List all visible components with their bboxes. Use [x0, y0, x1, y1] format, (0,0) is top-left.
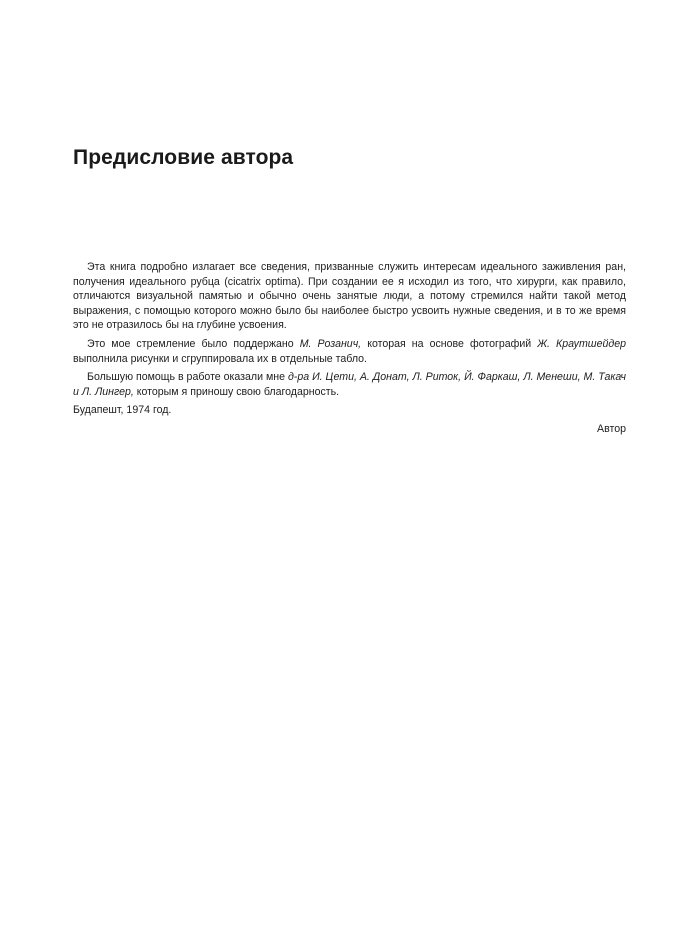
- page-title: Предисловие автора: [73, 146, 294, 169]
- person-name: М. Розанич,: [299, 337, 362, 350]
- paragraph-illustrations: [73, 337, 626, 366]
- preface-body: [73, 260, 626, 437]
- text-segment: выполнила рисунки и сгруппировала их в отдельные табло.: [73, 352, 367, 365]
- paragraph-intro: Эта книга подробно излагает все сведения, призванные служить интересам идеального заживления ран, получения идеального рубца (cicatrix optima). При создании ее я исходил из того, что хирурги, как правило, отличаются визуальной памятью и обычно очень занятые люди, а потому стремился найти такой метод выражения, с помощью которого можно было бы наиболее быстро усвоить нужные сведения, и в то же время это не отразилось бы на глубине усвоения.: [73, 261, 626, 332]
- person-names: д-ра И. Цети, А. Донат, Л. Риток, Й. Фаркаш, Л. Менеши, М. Такач и Л. Лингер,: [73, 371, 627, 398]
- text-segment: Это мое стремление было поддержано: [87, 337, 300, 350]
- author-signature: Автор: [597, 422, 626, 435]
- text-segment: Большую помощь в работе оказали мне: [87, 371, 288, 384]
- text-segment: которым я приношу свою благодарность.: [133, 385, 340, 398]
- text-segment: которая на основе фотографий: [361, 337, 538, 350]
- place-date: Будапешт, 1974 год.: [73, 404, 172, 417]
- paragraph-acknowledgements: [73, 370, 626, 399]
- person-name: Ж. Краутшейдер: [537, 337, 627, 350]
